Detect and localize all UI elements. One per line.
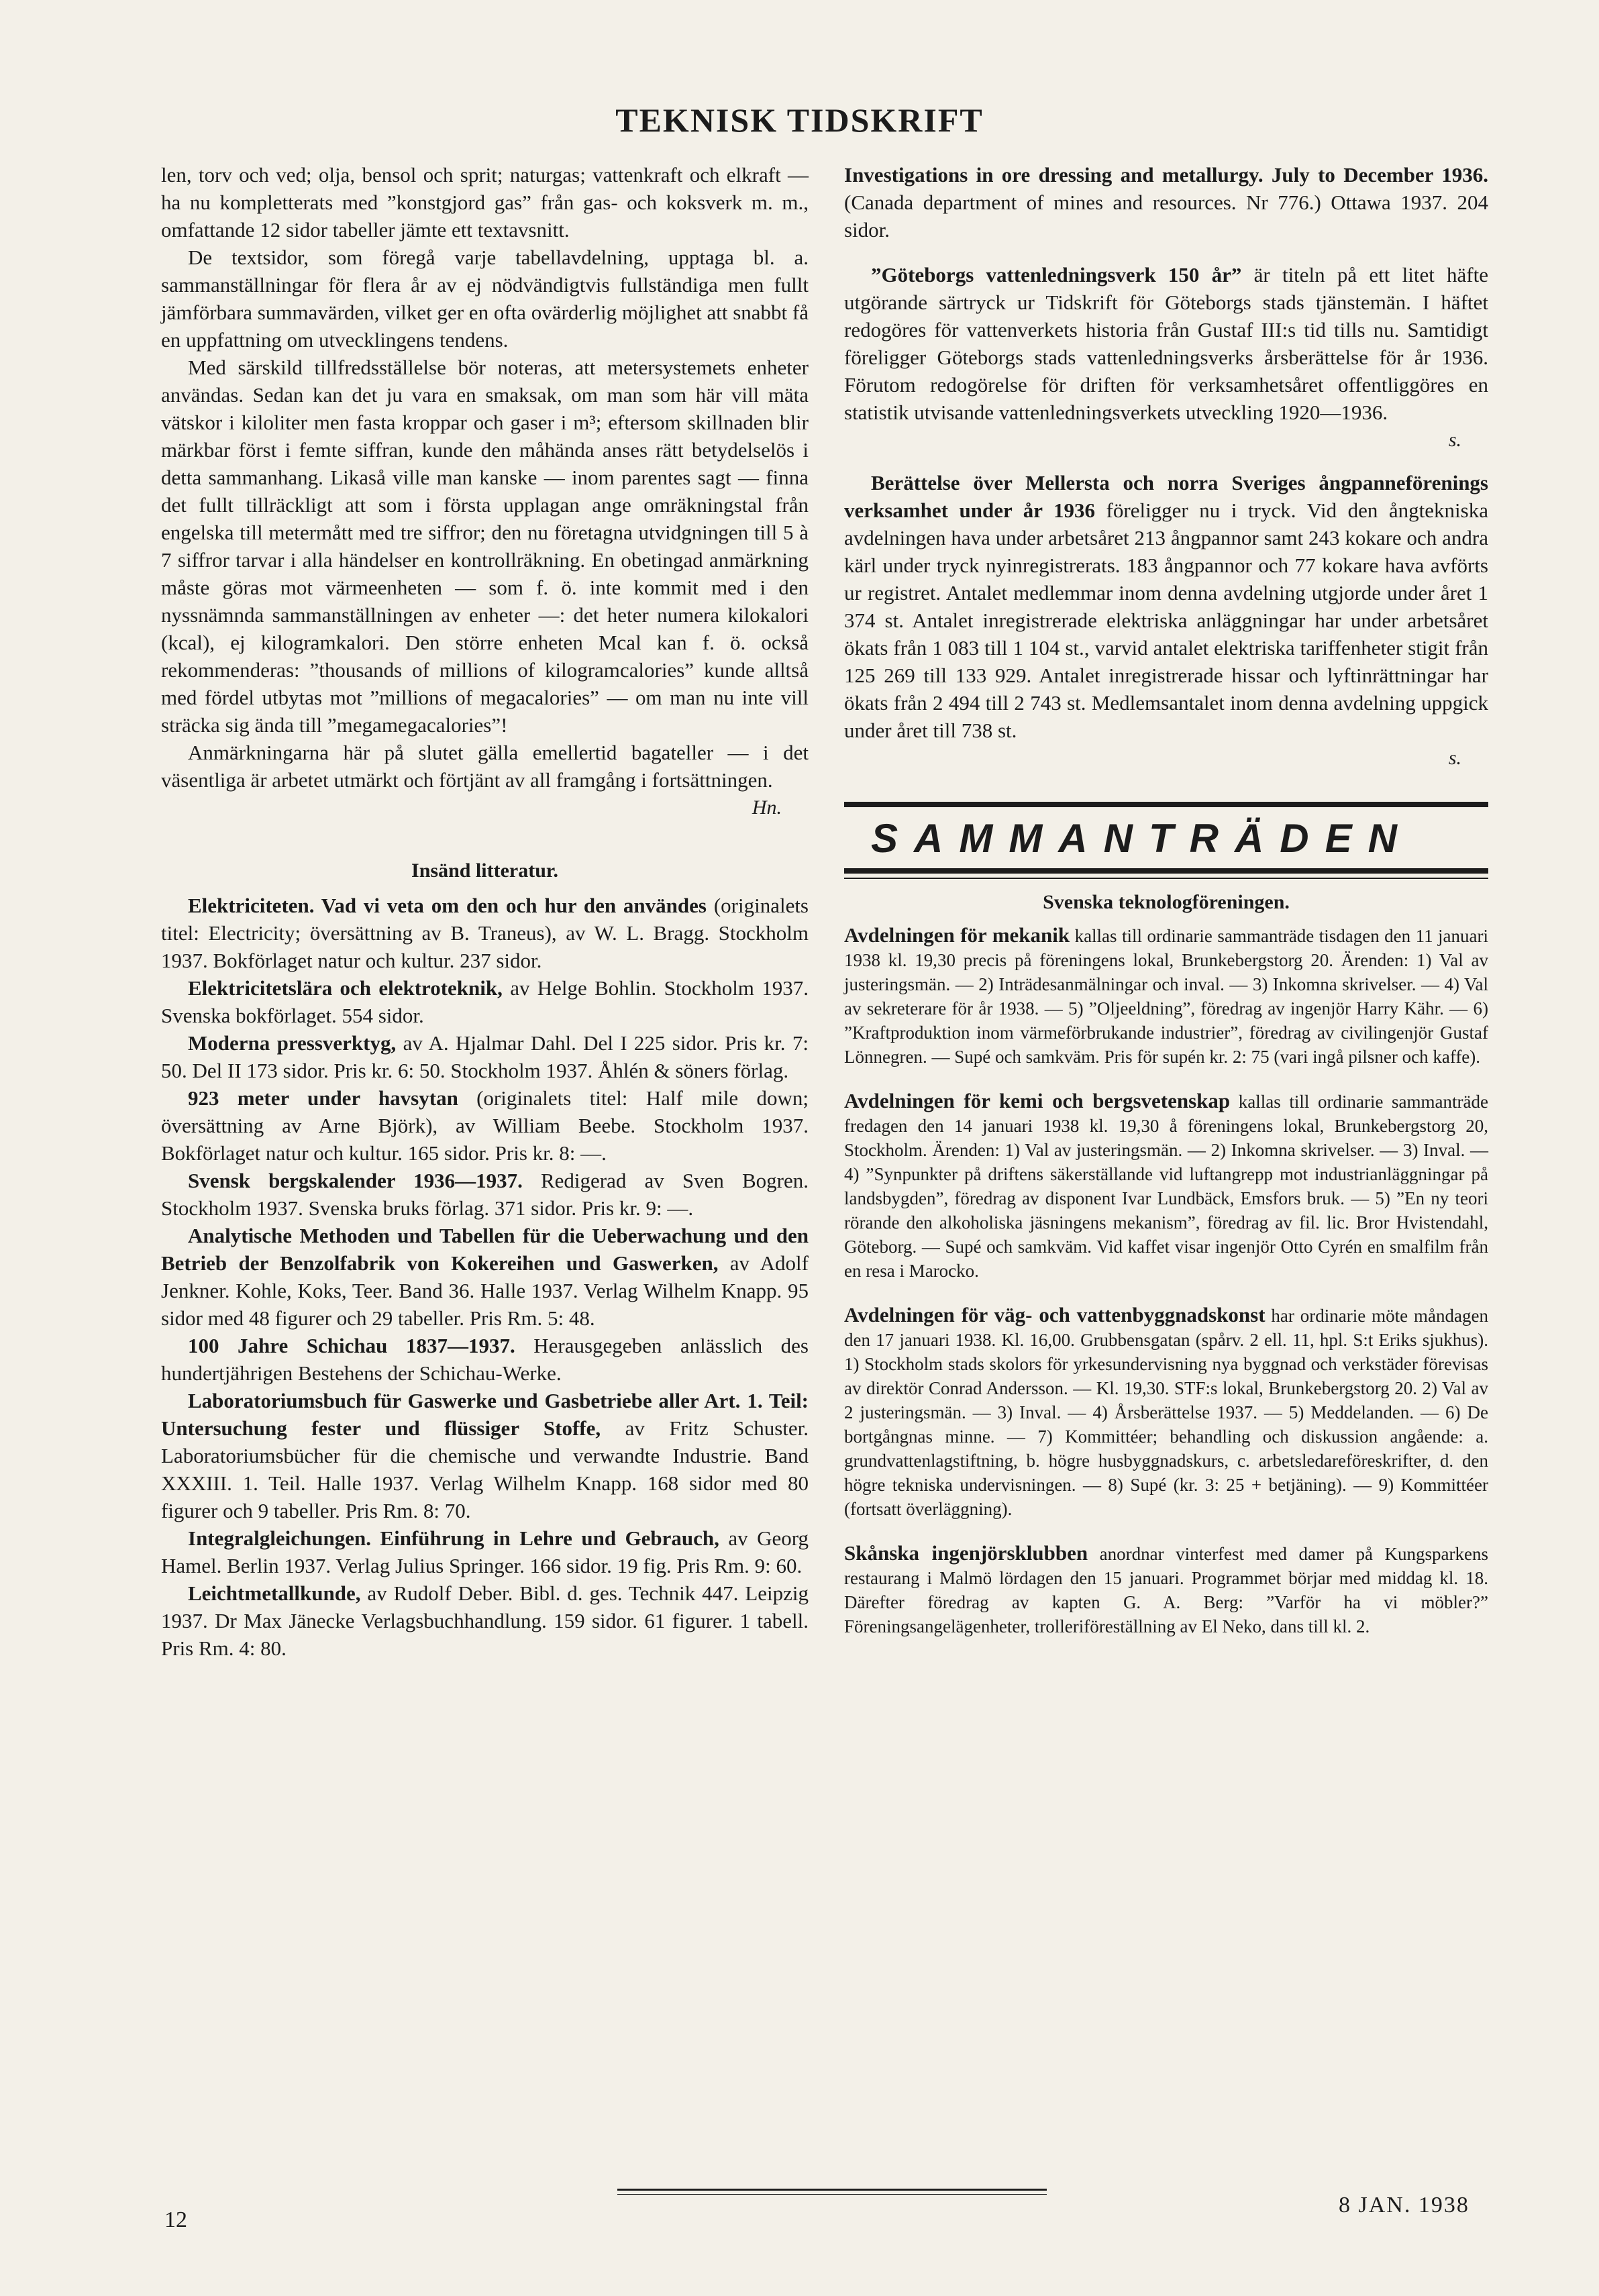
review-signature: Hn. <box>752 796 782 819</box>
literature-item <box>161 1222 809 1332</box>
literature-title: Elektricitetslära och elektroteknik, <box>188 976 503 1000</box>
literature-details: av A. Hjalmar Dahl. Del I 225 sidor. Pris kr. 7: 50. Del II 173 sidor. Pris kr. 6: 50. Stockholm 1937. Åhlén & söners förlag. <box>161 1031 809 1082</box>
book-note <box>844 261 1488 452</box>
banner-rule-top <box>844 802 1488 807</box>
meeting-text <box>844 1303 1488 1521</box>
literature-details: av Georg Hamel. Berlin 1937. Verlag Julius Springer. 166 sidor. 19 fig. Pris Rm. 9: 60. <box>161 1526 809 1577</box>
note-body: (Canada department of mines and resources. Nr 776.) Ottawa 1937. 204 sidor. <box>844 191 1488 242</box>
literature-item <box>161 1387 809 1524</box>
society-title: Svenska teknologföreningen. <box>1043 891 1290 913</box>
meeting-text <box>844 923 1488 1069</box>
literature-details: av Adolf Jenkner. Kohle, Koks, Teer. Band 36. Halle 1937. Verlag Wilhelm Knapp. 95 sidor med 48 figurer och 29 tabeller. Pris Rm. 5: 48. <box>161 1251 809 1330</box>
note-text <box>844 469 1488 744</box>
literature-item <box>161 1084 809 1167</box>
journal-header: TEKNISK TIDSKRIFT <box>615 101 984 139</box>
issue-date: 8 JAN. 1938 <box>1339 2193 1469 2217</box>
section-title: Insänd litteratur. <box>411 859 558 882</box>
literature-title: Laboratoriumsbuch für Gaswerke und Gasbetriebe aller Art. 1. Teil: Untersuchung fester und flüssiger Stoffe, <box>161 1389 809 1440</box>
literature-details: Herausgegeben anlässlich des hundertjährigen Bestehens der Schichau-Werke. <box>161 1334 809 1385</box>
literature-item <box>161 974 809 1029</box>
book-note <box>844 161 1488 244</box>
footer-rule-thin <box>617 2194 1047 2195</box>
page-number: 12 <box>164 2207 187 2232</box>
literature-title: Elektriciteten. Vad vi veta om den och hur den användes <box>188 894 707 917</box>
meeting-body: anordnar vinterfest med damer på Kungsparkens restaurang i Malmö lördagen den 15 januari. Programmet börjar med middag kl. 18. Därefter föredrag av kapten G. A. Berg: ”Varför ha vi möbler?” Föreningsangelägenheter, trolleriföreställning av El Neko, dans till kl. 2. <box>844 1544 1488 1636</box>
literature-item <box>161 1524 809 1579</box>
literature-title: Svensk bergskalender 1936—1937. <box>188 1169 523 1192</box>
literature-title: Moderna pressverktyg, <box>188 1031 397 1055</box>
note-text <box>844 261 1488 426</box>
note-title: ”Göteborgs vattenledningsverk 150 år” <box>871 263 1242 286</box>
literature-details: (originalets titel: Half mile down; översättning av Arne Björk), av William Beebe. Stockholm 1937. Bokförlaget natur och kultur. 165 sidor. Pris kr. 8: —. <box>161 1086 809 1165</box>
sammantraden-banner <box>844 802 1488 879</box>
right-column <box>844 161 1488 1659</box>
literature-title: Integralgleichungen. Einführung in Lehre und Gebrauch, <box>188 1526 719 1550</box>
meeting-notice <box>844 923 1488 1069</box>
literature-item <box>161 1332 809 1387</box>
paragraph: De textsidor, som föregå varje tabellavdelning, upptaga bl. a. sammanställningar för flera år av ej nödvändigtvis fullständiga men fullt jämförbara summavärden, vilket ger en ofta ovärderlig möjlighet att snabbt få en uppfattning om utvecklingens tendens. <box>161 246 809 352</box>
note-body: är titeln på ett litet häfte utgörande särtryck ur Tidskrift för Göteborgs stads tjänstemän. I häftet redogöres för vattenverkets historia från Gustaf III:s tid tills nu. Samtidigt föreligger Göteborgs stads vattenledningsverks årsberättelse för år 1936. Förutom redogörelse för driften för verksamhetsåret offentliggöres en statistik utvisande vattenledningsverkets utveckling 1920—1936. <box>844 263 1489 424</box>
paragraph: Anmärkningarna här på slutet gälla emellertid bagateller — i det väsentliga är arbetet utmärkt och förtjänt av all framgång i fortsättningen. <box>161 741 809 792</box>
literature-item <box>161 1167 809 1222</box>
meeting-notice <box>844 1541 1488 1638</box>
literature-details: av Fritz Schuster. Laboratoriumsbücher für die chemische und verwandte Industrie. Band XXXIII. 1. Teil. Halle 1937. Verlag Wilhelm Knapp. 168 sidor med 80 figurer och 9 tabeller. Pris Rm. 8: 70. <box>161 1416 809 1522</box>
note-title: Berättelse över Mellersta och norra Sveriges ångpanneförenings verksamhet under år 1936 <box>844 471 1488 522</box>
paragraph: len, torv och ved; olja, bensol och sprit; naturgas; vattenkraft och elkraft — ha nu kompletterats med ”konstgjord gas” från gas- och koksverk m. m., omfattande 12 sidor tabeller jämte ett textavsnitt. <box>161 163 809 242</box>
literature-title: Analytische Methoden und Tabellen für die Ueberwachung und den Betrieb der Benzolfabrik von Kokereihen und Gaswerken, <box>161 1224 809 1275</box>
note-signature: s. <box>1448 747 1461 769</box>
meeting-body: har ordinarie möte måndagen den 17 januari 1938. Kl. 16,00. Grubbensgatan (spårv. 2 ell. 11, hpl. S:t Eriks sjukhus). 1) Stockholm stads skolors för yrkesundervisning nya byggnad och verkstäder förevisas av direktör Conrad Andersson. — Kl. 19,30. STF:s lokal, Brunkebergstorg 20. 2) Val av 2 justeringsmän. — 3) Inval. — 4) Årsberättelse 1937. — 5) Meddelanden. — 6) De bortgångnas minne. — 7) Kommittéer; behandling och diskussion angående: a. grundvattenlagstiftning, b. högre husbyggnadskurs, c. arbetsledareföreskrifter, d. den högre tekniska undervisningen. — 8) Supé (kr. 3: 25 + betjäning). — 9) Kommittéer (fortsatt överläggning). <box>844 1306 1488 1519</box>
meeting-head: Avdelningen för mekanik <box>844 923 1070 947</box>
literature-details: Redigerad av Sven Bogren. Stockholm 1937. Svenska bruks förlag. 371 sidor. Pris kr. 9: —. <box>161 1169 809 1220</box>
banner-rule-thin <box>844 878 1488 879</box>
meeting-notice <box>844 1089 1488 1283</box>
literature-item <box>161 1029 809 1084</box>
meeting-head: Avdelningen för väg- och vattenbyggnadskonst <box>844 1303 1266 1326</box>
footer-rule <box>617 2189 1047 2191</box>
literature-item <box>161 892 809 974</box>
note-signature: s. <box>1448 429 1461 451</box>
literature-details: av Helge Bohlin. Stockholm 1937. Svenska bokförlaget. 554 sidor. <box>161 976 809 1027</box>
meeting-body: kallas till ordinarie sammanträde fredagen den 14 januari 1938 kl. 19,30 å föreningens lokal, Brunkebergstorg 20, Stockholm. Ärenden: 1) Val av justeringsmän. — 2) Inkomna skrivelser. — 3) Inval. — 4) ”Synpunkter på driftens säkerställande vid luftangrepp mot industrianläggningar på landsbygden”, föredrag av disponent Ivar Lundbäck, Emsfors bruk. — 5) ”En ny teori rörande den alkoholiska jäsningens mekanism”, föredrag av fil. lic. Bror Hvistendahl, Göteborg. — Supé och samkväm. Vid kaffet visar ingenjör Otto Cyrén en smalfilm från en resa i Marocko. <box>844 1092 1488 1281</box>
literature-details: av Rudolf Deber. Bibl. d. ges. Technik 447. Leipzig 1937. Dr Max Jänecke Verlagsbuchhandlung. 159 sidor. 61 figurer. 1 tabell. Pris Rm. 4: 80. <box>161 1581 809 1660</box>
paragraph: Med särskild tillfredsställelse bör noteras, att metersystemets enheter användas. Sedan kan det ju vara en smaksak, om man som här vill mäta vätskor i kiloliter men fasta kroppar och gaser i m³; eftersom skillnaden blir märkbar först i femte siffran, kunde den måhända anses rätt betydelselös i detta sammanhang. Likaså ville man kanske — inom parentes sagt — finna det fullt tillräckligt att som i första upplagan ange omräkningstal från engelska till metermått med tre siffror; den nu företagna utvidgningen till 5 à 7 siffror tarvar i alla händelser en kontrollräkning. En obetingad anmärkning måste göras mot värmeenheten — som f. ö. inte kommit med i den nyssnämnda sammanställningen av enheter —: det heter numera kilokalori (kcal), ej kilogramkalori. Den större enheten Mcal kan f. ö. också rekommenderas: ”thousands of millions of kilogramcalories” kunde alltså med fördel utbytas mot ”millions of megacalories” — om man nu inte vill sträcka sig ända till ”megamegacalories”! <box>161 356 809 737</box>
note-text <box>844 161 1488 244</box>
meeting-body: kallas till ordinarie sammanträde tisdagen den 11 januari 1938 kl. 19,30 precis på föreningens lokal, Brunkebergstorg 20. Ärenden: 1) Val av justeringsmän. — 2) Inträdesanmälningar och inval. — 3) Inkomna skrivelser. — 4) Val av sekreterare för år 1938. — 5) ”Oljeeldning”, föredrag av ingenjör Harry Kähr. — 6) ”Kraftproduktion inom värmeförbrukande industrier”, föredrag av civilingenjör Gustaf Lönnegren. — Supé och samkväm. Pris för supén kr. 2: 75 (vari ingå pilsner och kaffe). <box>844 926 1488 1067</box>
meeting-head: Avdelningen för kemi och bergsvetenskap <box>844 1089 1231 1112</box>
meeting-text <box>844 1089 1488 1283</box>
literature-details: (originalets titel: Electricity; översättning av B. Traneus), av W. L. Bragg. Stockholm 1937. Bokförlaget natur och kultur. 237 sidor. <box>161 894 809 972</box>
banner-rule-bottom <box>844 868 1488 874</box>
note-body: föreligger nu i tryck. Vid den ångtekniska avdelningen hava under arbetsåret 213 ångpannor samt 243 kokare och andra kärl under tryck nyinregistrerats. 183 ångpannor och 77 kokare hava avförts ur registret. Antalet medlemmar inom denna avdelning utgjorde under året 1 374 st. Antalet inregistrerade elektriska anläggningar har under arbetsåret ökats från 1 083 till 1 104 st., varvid antalet elektriska tariffenheter stigit från 125 269 till 133 929. Antalet inregistrerade hissar och lyftinrättningar har ökats från 2 494 till 2 743 st. Medlemsantalet inom denna avdelning uppgick under året till 738 st. <box>844 499 1488 742</box>
left-column <box>161 161 809 1662</box>
meeting-text <box>844 1541 1488 1638</box>
book-note <box>844 469 1488 770</box>
literature-title: Leichtmetallkunde, <box>188 1581 361 1605</box>
literature-title: 100 Jahre Schichau 1837—1937. <box>188 1334 515 1357</box>
literature-title: 923 meter under havsytan <box>188 1086 458 1110</box>
meeting-head: Skånska ingenjörsklubben <box>844 1541 1088 1565</box>
note-title: Investigations in ore dressing and metallurgy. July to December 1936. <box>844 163 1488 187</box>
sammantraden-title: SAMMANTRÄDEN <box>871 816 1413 861</box>
meeting-notice <box>844 1303 1488 1521</box>
literature-item <box>161 1579 809 1662</box>
